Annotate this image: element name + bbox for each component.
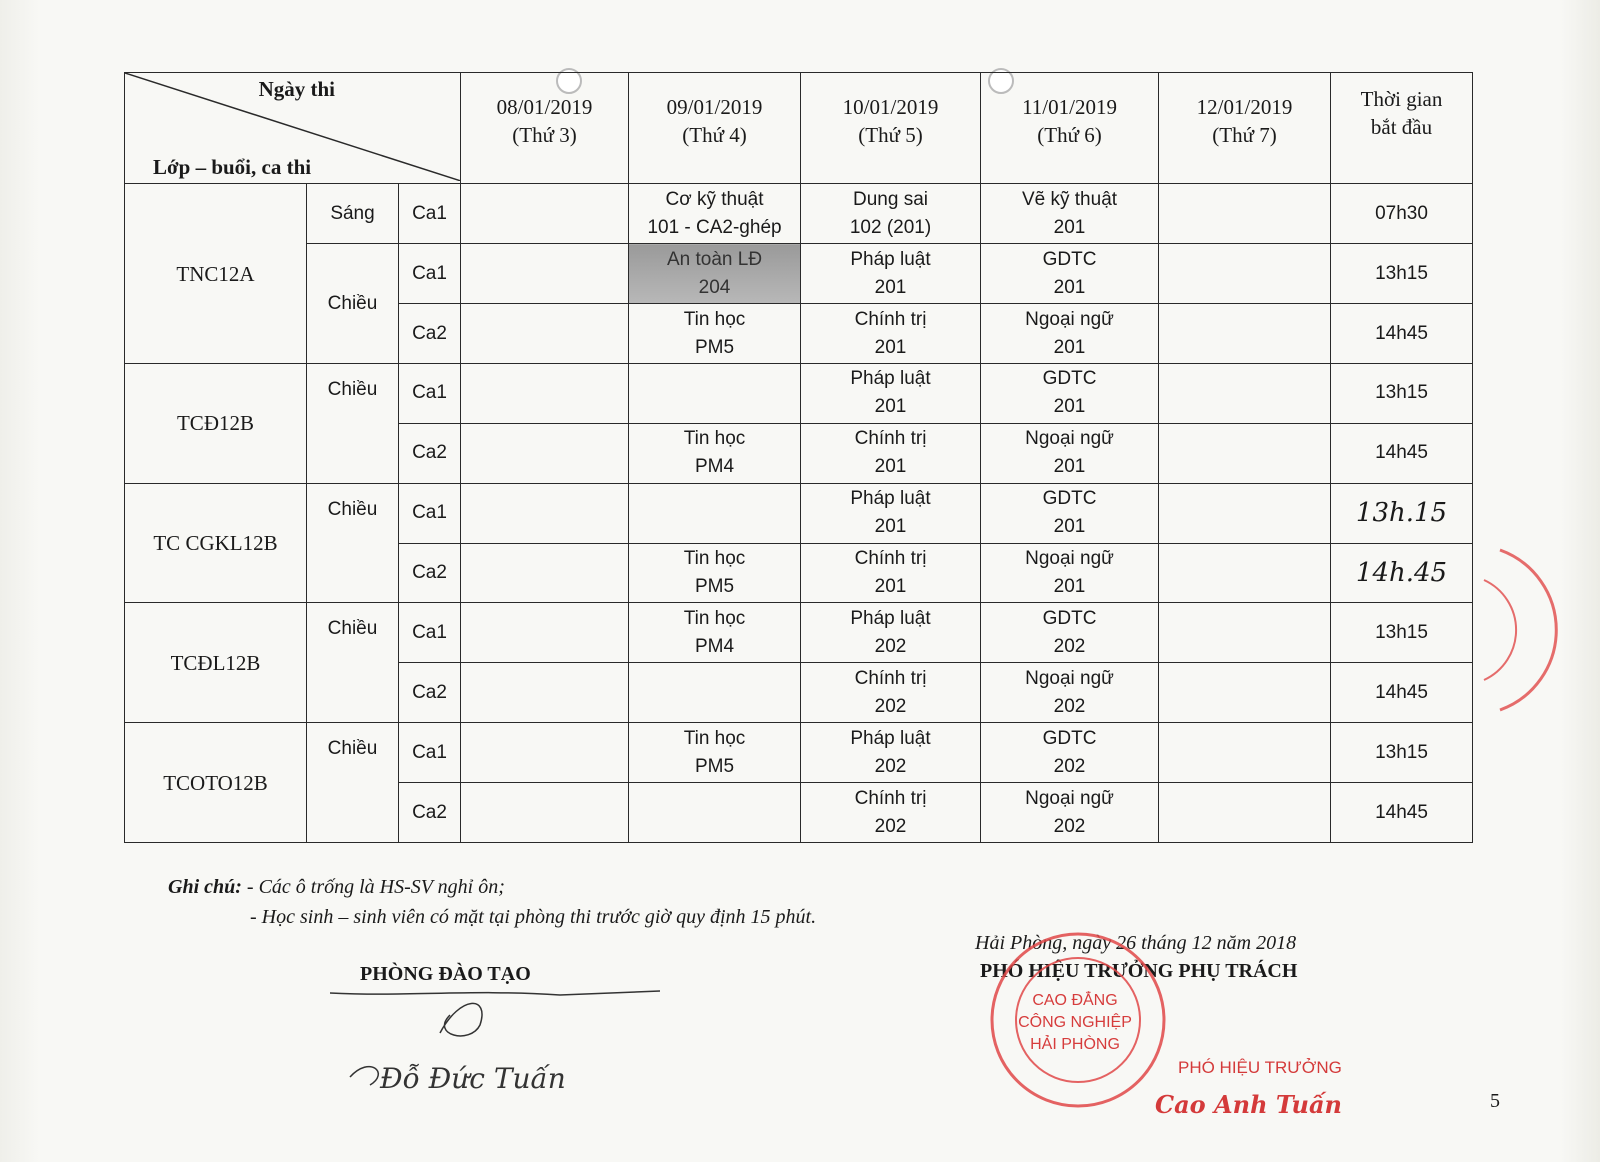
subject: Chính trị	[854, 548, 927, 570]
room: 101 - CA2-ghép	[647, 216, 782, 238]
time-cell-handwritten: 14h.45	[1331, 543, 1473, 603]
exam-cell	[801, 423, 981, 483]
exam-cell	[629, 723, 801, 783]
subject: Cơ kỹ thuật	[665, 188, 764, 210]
corner-top-label: Ngày thi	[258, 77, 336, 101]
exam-cell	[1159, 543, 1331, 603]
room: 201	[1053, 576, 1086, 598]
exam-cell	[629, 184, 801, 244]
room: 202	[874, 815, 907, 837]
subject: Ngoại ngữ	[1025, 667, 1114, 689]
notes-block	[168, 872, 816, 932]
exam-cell	[629, 423, 801, 483]
table-row	[125, 184, 1473, 244]
exam-cell	[1159, 663, 1331, 723]
shift-cell: Ca1	[399, 244, 461, 304]
subject: Pháp luật	[850, 727, 931, 749]
exam-cell	[1159, 364, 1331, 424]
start-time-label: Thời gian	[1360, 87, 1443, 111]
exam-cell	[1159, 304, 1331, 364]
subject: Dung sai	[853, 188, 929, 210]
session-cell: Chiều	[307, 364, 399, 484]
exam-cell	[801, 783, 981, 843]
exam-cell	[1159, 603, 1331, 663]
corner-bottom-label: Lớp – buổi, ca thi	[153, 155, 312, 180]
shift-cell: Ca1	[399, 184, 461, 244]
exam-cell	[461, 723, 629, 783]
class-name-cell: TNC12A	[125, 184, 307, 364]
left-signer-name: Đỗ Đức Tuấn	[380, 1062, 566, 1095]
day-date: 12/01/2019	[1196, 95, 1293, 119]
room: 202	[1053, 635, 1086, 657]
exam-cell	[981, 364, 1159, 424]
room: 201	[1053, 456, 1086, 478]
room: 202	[874, 635, 907, 657]
exam-cell	[461, 364, 629, 424]
exam-cell	[981, 723, 1159, 783]
subject: GDTC	[1042, 727, 1097, 749]
room: 201	[1053, 336, 1086, 358]
subject: An toàn LĐ	[666, 248, 763, 270]
room: 201	[874, 276, 907, 298]
exam-cell	[981, 184, 1159, 244]
exam-cell	[801, 184, 981, 244]
session-cell: Chiều	[307, 723, 399, 843]
time-cell: 13h15	[1331, 603, 1473, 663]
shift-cell: Ca2	[399, 663, 461, 723]
day-weekday: (Thứ 5)	[858, 123, 923, 147]
subject: Ngoại ngữ	[1025, 428, 1114, 450]
exam-cell	[801, 543, 981, 603]
note-line: - Học sinh – sinh viên có mặt tại phòng thi trước giờ quy định 15 phút.	[250, 906, 817, 928]
subject: Tin học	[683, 308, 746, 330]
exam-cell	[461, 663, 629, 723]
time-cell: 07h30	[1331, 184, 1473, 244]
shift-cell: Ca1	[399, 364, 461, 424]
room: 201	[1053, 396, 1086, 418]
exam-cell	[461, 184, 629, 244]
subject: Pháp luật	[850, 368, 931, 390]
subject: Pháp luật	[850, 488, 931, 510]
exam-cell	[981, 483, 1159, 543]
stamp-text	[1010, 990, 1140, 1056]
day-date: 09/01/2019	[666, 95, 763, 119]
day-header	[981, 73, 1159, 184]
subject: Pháp luật	[850, 607, 931, 629]
room: 202	[1053, 815, 1086, 837]
room: 201	[874, 456, 907, 478]
subject: Tin học	[683, 428, 746, 450]
room: 204	[698, 276, 731, 298]
room: 201	[874, 576, 907, 598]
header-row	[125, 73, 1473, 184]
table-row	[125, 364, 1473, 424]
exam-cell	[801, 663, 981, 723]
exam-cell	[981, 543, 1159, 603]
subject: GDTC	[1042, 248, 1097, 270]
time-cell: 14h45	[1331, 783, 1473, 843]
start-time-header	[1331, 73, 1473, 184]
day-date: 11/01/2019	[1022, 95, 1117, 119]
exam-cell	[629, 304, 801, 364]
table-row	[125, 244, 1473, 304]
exam-cell	[461, 603, 629, 663]
exam-cell	[801, 244, 981, 304]
shift-cell: Ca2	[399, 543, 461, 603]
exam-cell	[1159, 723, 1331, 783]
room: 202	[874, 695, 907, 717]
day-date: 08/01/2019	[496, 95, 593, 119]
subject: Tin học	[683, 727, 746, 749]
exam-cell	[1159, 244, 1331, 304]
day-header	[1159, 73, 1331, 184]
room: PM5	[694, 336, 735, 358]
time-cell: 14h45	[1331, 304, 1473, 364]
table-row	[125, 483, 1473, 543]
exam-cell	[801, 483, 981, 543]
exam-schedule-table	[124, 72, 1473, 843]
exam-cell	[629, 663, 801, 723]
session-cell: Chiều	[307, 244, 399, 364]
time-cell: 13h15	[1331, 723, 1473, 783]
session-cell: Sáng	[307, 184, 399, 244]
subject: Tin học	[683, 548, 746, 570]
note-text: - Các ô trống là HS-SV nghỉ ôn;	[241, 876, 505, 898]
day-weekday: (Thứ 3)	[512, 123, 577, 147]
room: 201	[874, 336, 907, 358]
shift-cell: Ca1	[399, 603, 461, 663]
place-date: Hải Phòng, ngày 26 tháng 12 năm 2018	[975, 932, 1297, 954]
exam-cell	[981, 304, 1159, 364]
subject: GDTC	[1042, 488, 1097, 510]
day-header	[801, 73, 981, 184]
day-header	[629, 73, 801, 184]
subject: Ngoại ngữ	[1025, 548, 1114, 570]
time-cell: 13h15	[1331, 364, 1473, 424]
session-cell: Chiều	[307, 483, 399, 603]
room: 201	[874, 516, 907, 538]
page-number: 5	[1490, 1090, 1500, 1112]
subject: Chính trị	[854, 667, 927, 689]
exam-cell	[629, 364, 801, 424]
room: 201	[1053, 216, 1086, 238]
exam-cell	[1159, 423, 1331, 483]
stamp-line: CAO ĐẲNG	[1032, 992, 1118, 1009]
day-weekday: (Thứ 4)	[682, 123, 747, 147]
subject: GDTC	[1042, 607, 1097, 629]
room: PM4	[694, 635, 735, 657]
class-name-cell: TCĐ12B	[125, 364, 307, 484]
exam-cell	[981, 603, 1159, 663]
side-stamp	[1480, 540, 1590, 720]
exam-cell	[461, 304, 629, 364]
room: 202	[1053, 755, 1086, 777]
exam-cell	[801, 603, 981, 663]
exam-cell	[981, 423, 1159, 483]
day-date: 10/01/2019	[842, 95, 939, 119]
exam-cell	[981, 244, 1159, 304]
stamp-line: HẢI PHÒNG	[1030, 1036, 1120, 1053]
notes-label: Ghi chú:	[168, 876, 242, 898]
room: PM4	[694, 456, 735, 478]
vice-principal-name: Cao Anh Tuấn	[1155, 1090, 1342, 1119]
table-row	[125, 603, 1473, 663]
exam-cell	[1159, 184, 1331, 244]
shift-cell: Ca1	[399, 723, 461, 783]
exam-cell	[801, 723, 981, 783]
start-time-label: bắt đầu	[1370, 115, 1433, 139]
exam-cell	[981, 663, 1159, 723]
shift-cell: Ca2	[399, 423, 461, 483]
corner-header	[125, 73, 461, 184]
time-cell: 14h45	[1331, 663, 1473, 723]
shift-cell: Ca2	[399, 304, 461, 364]
time-cell-handwritten: 13h.15	[1331, 483, 1473, 543]
room: PM5	[694, 755, 735, 777]
room: PM5	[694, 576, 735, 598]
class-name-cell: TCOTO12B	[125, 723, 307, 843]
room: 201	[1053, 516, 1086, 538]
subject: Tin học	[683, 607, 746, 629]
room: 202	[1053, 695, 1086, 717]
subject: Ngoại ngữ	[1025, 787, 1114, 809]
exam-cell	[461, 543, 629, 603]
exam-cell	[461, 483, 629, 543]
class-name-cell: TC CGKL12B	[125, 483, 307, 603]
exam-cell	[629, 483, 801, 543]
exam-cell	[629, 244, 801, 304]
shift-cell: Ca2	[399, 783, 461, 843]
vice-principal-title: PHÓ HIỆU TRƯỞNG PHỤ TRÁCH	[980, 960, 1298, 982]
time-cell: 14h45	[1331, 423, 1473, 483]
exam-cell	[1159, 483, 1331, 543]
session-cell: Chiều	[307, 603, 399, 723]
subject: Chính trị	[854, 787, 927, 809]
exam-cell	[801, 304, 981, 364]
exam-cell	[801, 364, 981, 424]
exam-cell	[629, 603, 801, 663]
exam-cell	[1159, 783, 1331, 843]
exam-cell	[629, 783, 801, 843]
training-dept-title: PHÒNG ĐÀO TẠO	[360, 963, 531, 985]
table-row	[125, 723, 1473, 783]
subject: Chính trị	[854, 428, 927, 450]
vice-principal-role: PHÓ HIỆU TRƯỞNG	[1178, 1058, 1342, 1077]
stamp-line: CÔNG NGHIỆP	[1018, 1014, 1132, 1031]
note-line	[168, 872, 816, 902]
class-name-cell: TCĐL12B	[125, 603, 307, 723]
exam-cell	[629, 543, 801, 603]
exam-cell	[981, 783, 1159, 843]
subject: Pháp luật	[850, 248, 931, 270]
subject: Chính trị	[854, 308, 927, 330]
exam-cell	[461, 783, 629, 843]
room: 202	[874, 755, 907, 777]
shift-cell: Ca1	[399, 483, 461, 543]
time-cell: 13h15	[1331, 244, 1473, 304]
subject: Vẽ kỹ thuật	[1021, 188, 1118, 210]
day-weekday: (Thứ 7)	[1212, 123, 1277, 147]
room: 102 (201)	[849, 216, 932, 238]
room: 201	[874, 396, 907, 418]
day-header	[461, 73, 629, 184]
exam-cell	[461, 244, 629, 304]
subject: GDTC	[1042, 368, 1097, 390]
day-weekday: (Thứ 6)	[1037, 123, 1102, 147]
exam-cell	[461, 423, 629, 483]
subject: Ngoại ngữ	[1025, 308, 1114, 330]
room: 201	[1053, 276, 1086, 298]
